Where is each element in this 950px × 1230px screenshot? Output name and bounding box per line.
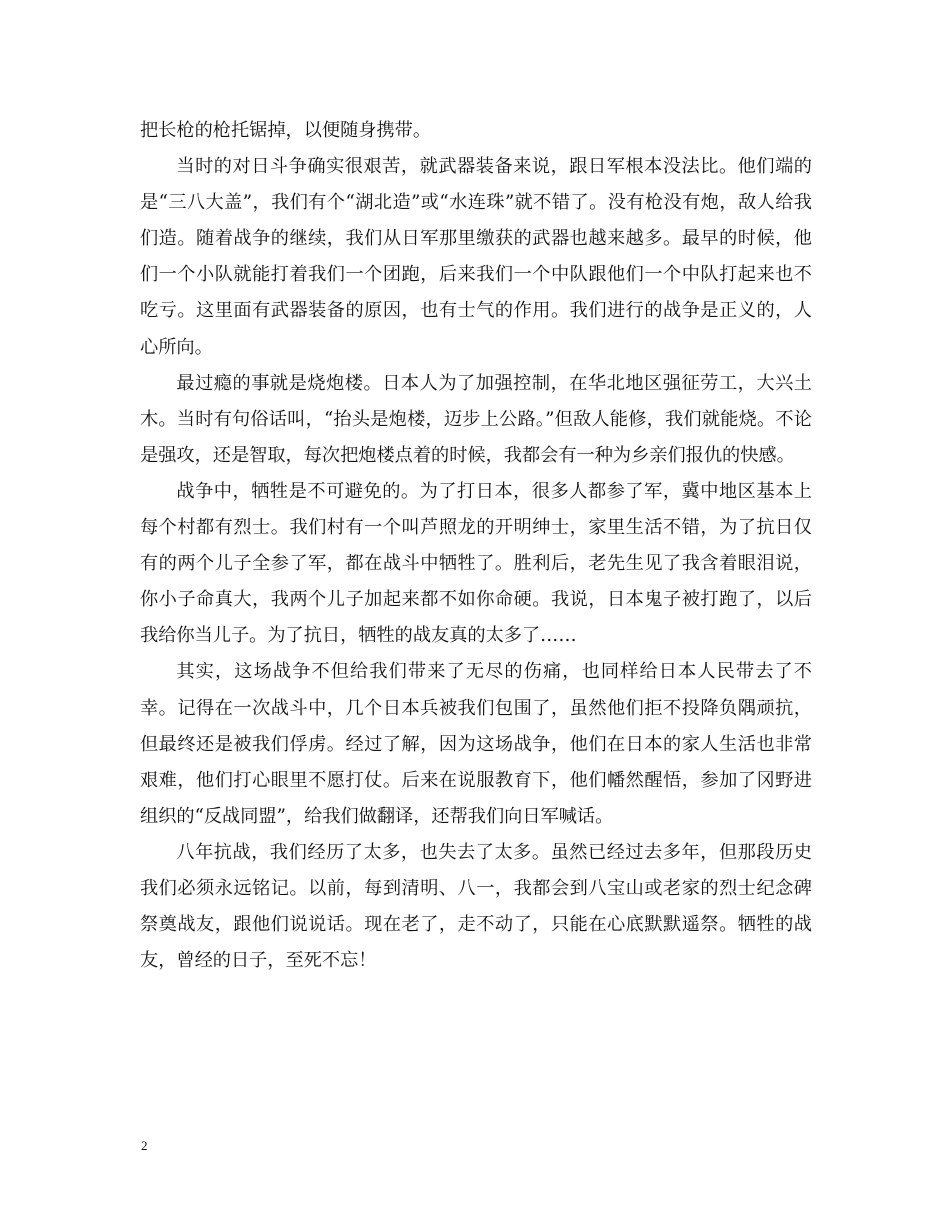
paragraph-blockhouse: 最过瘾的事就是烧炮楼。日本人为了加强控制，在华北地区强征劳工，大兴土木。当时有句俗话叫，“抬头是炮楼，迈步上公路。”但敌人能修，我们就能烧。不论是强攻，还是智取，每次把炮楼点着的时候，我都会有一种为乡亲们报仇的快感。 (140, 372, 812, 466)
paragraph-sacrifice: 战争中，牺牲是不可避免的。为了打日本，很多人都参了军，冀中地区基本上每个村都有烈士。我们村有一个叫芦照龙的开明绅士，家里生活不错，为了抗日仅有的两个儿子全参了军，都在战斗中牺牲了。胜利后，老先生见了我含着眼泪说，你小子命真大，我两个儿子加起来都不如你命硬。我说，日本鬼子被打跑了，以后我给你当儿子。为了抗日，牺牲的战友真的太多了…… (140, 480, 812, 647)
paragraph-remembrance: 八年抗战，我们经历了太多，也失去了太多。虽然已经过去多年，但那段历史我们必须永远铭记。以前，每到清明、八一，我都会到八宝山或老家的烈士纪念碑祭奠战友，跟他们说说话。现在老了，走不动了，只能在心底默默遥祭。牺牲的战友，曾经的日子，至死不忘！ (140, 841, 812, 972)
page-number: 2 (141, 1138, 148, 1153)
body-text (140, 113, 812, 979)
paragraph-japanese-soldiers: 其实，这场战争不但给我们带来了无尽的伤痛，也同样给日本人民带去了不幸。记得在一次战斗中，几个日本兵被我们包围了，虽然他们拒不投降负隅顽抗，但最终还是被我们俘虏。经过了解，因为这场战争，他们在日本的家人生活也非常艰难，他们打心眼里不愿打仗。后来在说服教育下，他们幡然醒悟，参加了冈野进组织的“反战同盟”，给我们做翻译，还帮我们向日军喊话。 (140, 661, 812, 827)
paragraph-continued: 把长枪的枪托锯掉，以便随身携带。 (140, 120, 432, 141)
paragraph-weapons: 当时的对日斗争确实很艰苦，就武器装备来说，跟日军根本没法比。他们端的是“三八大盖”，我们有个“湖北造”或“水连珠”就不错了。没有枪没有炮，敌人给我们造。随着战争的继续，我们从日军那里缴获的武器也越来越多。最早的时候，他们一个小队就能打着我们一个团跑，后来我们一个中队跟他们一个中队打起来也不吃亏。这里面有武器装备的原因，也有士气的作用。我们进行的战争是正义的，人心所向。 (140, 156, 812, 358)
